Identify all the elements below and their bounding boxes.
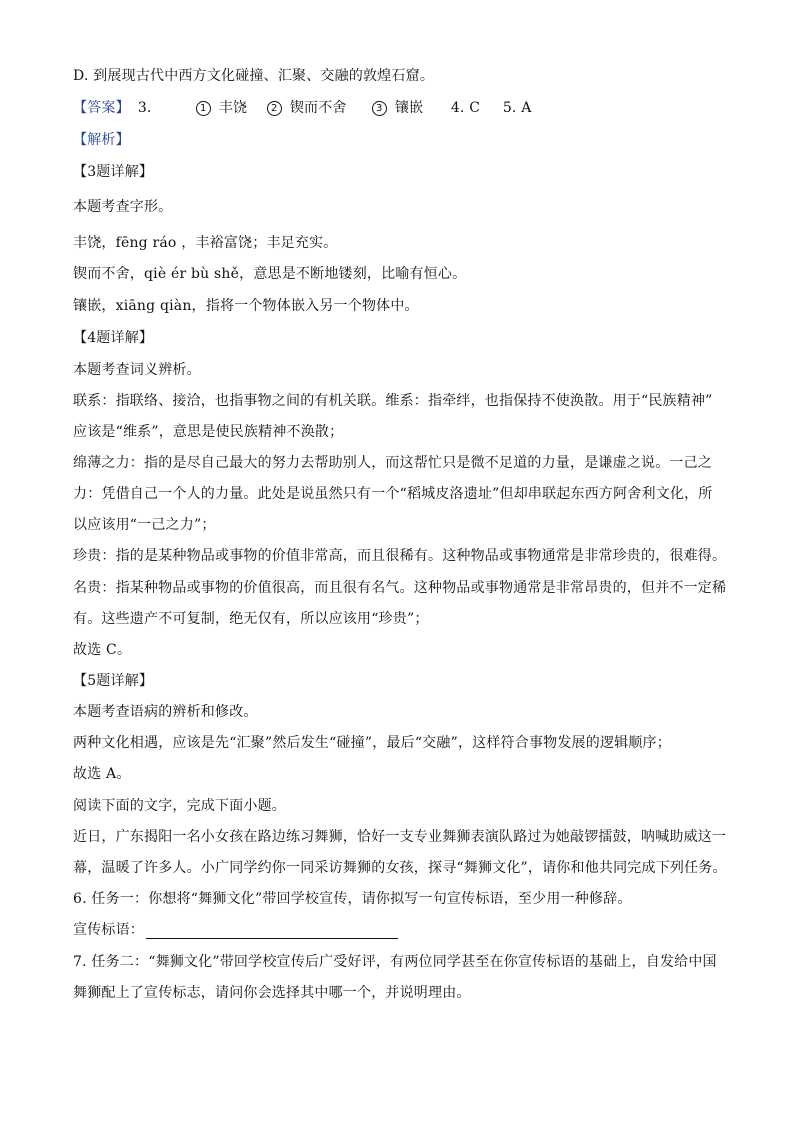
answer-a3: 镶嵌 <box>394 100 424 116</box>
reading-instruction: 阅读下面的文字，完成下面小题。 <box>73 798 286 814</box>
reading-passage-line-2: 幕，温暖了许多人。小广同学约你一同采访舞狮的女孩，探寻“舞狮文化”，请你和他共同完成下列任务。 <box>73 860 727 876</box>
reading-passage-line-1: 近日，广东揭阳一名小女孩在路边练习舞狮，恰好一支专业舞狮表演队路过为她敲锣擂鼓，呐喊助威这一 <box>73 829 727 845</box>
q4-line-8: 有。这些遗产不可复制，绝无仅有，所以应该用“珍贵”； <box>73 611 429 627</box>
q4-line-3: 绵薄之力：指的是尽自己最大的努力去帮助别人，而这帮忙只是微不足道的力量，是谦虚之说。一己之 <box>73 455 712 471</box>
q3-line-2: 锲而不舍，qiè ér bù shě，意思是不断地镂刻，比喻有恒心。 <box>73 266 467 282</box>
q4-line-4: 力：凭借自己一个人的力量。此处是说虽然只有一个“稻城皮洛遗址”但却串联起东西方阿舍利文化，所 <box>73 486 713 502</box>
q4-heading: 【4题详解】 <box>73 330 154 346</box>
answer-tag: 【答案】 <box>73 100 130 116</box>
slogan-answer-blank[interactable] <box>146 924 398 939</box>
q5-heading: 【5题详解】 <box>73 673 154 689</box>
q4-line-6: 珍贵：指的是某种物品或事物的价值非常高，而且很稀有。这种物品或事物通常是非常珍贵的，很难得。 <box>73 548 727 564</box>
task-7-line-2: 舞狮配上了宣传标志，请问你会选择其中哪一个，并说明理由。 <box>73 985 471 1001</box>
q4-line-2: 应该是“维系”，意思是使民族精神不涣散； <box>73 424 344 440</box>
circled-number-3: 3 <box>372 101 387 116</box>
answer-q5: 5. A <box>502 100 532 116</box>
analysis-tag: 【解析】 <box>73 132 130 148</box>
q4-line-1: 联系：指联络、接洽，也指事物之间的有机关联。维系：指牵绊，也指保持不使涣散。用于“民族精神” <box>73 393 713 409</box>
task-6: 6. 任务一：你想将“舞狮文化”带回学校宣传，请你拟写一句宣传标语，至少用一种修辞。 <box>73 891 632 907</box>
q4-line-9: 故选 C。 <box>73 642 132 658</box>
slogan-line <box>73 921 754 939</box>
q3-line-3: 镶嵌，xiāng qiàn，指将一个物体嵌入另一个物体中。 <box>73 298 419 314</box>
answer-a1: 丰饶 <box>218 100 248 116</box>
slogan-label: 宣传标语： <box>73 922 144 938</box>
circled-number-1: 1 <box>196 101 211 116</box>
answer-a2: 锲而不舍 <box>289 100 347 116</box>
option-d: D. 到展现古代中西方文化碰撞、汇聚、交融的敦煌石窟。 <box>73 68 435 84</box>
q3-intro: 本题考查字形。 <box>73 199 173 215</box>
q3-line-1: 丰饶，fēng ráo ，丰裕富饶；丰足充实。 <box>73 235 338 251</box>
q5-line-2: 故选 A。 <box>73 766 131 782</box>
q4-line-5: 以应该用“一己之力”； <box>73 517 216 533</box>
q4-line-7: 名贵：指某种物品或事物的价值很高，而且很有名气。这种物品或事物通常是非常昂贵的，但并不一定稀 <box>73 580 727 596</box>
answer-q4: 4. C <box>450 100 481 116</box>
answer-q3: 3. <box>137 100 152 116</box>
q3-heading: 【3题详解】 <box>73 164 154 180</box>
q4-intro: 本题考查词义辨析。 <box>73 362 201 378</box>
q5-line-1: 两种文化相遇，应该是先“汇聚”然后发生“碰撞”，最后“交融”，这样符合事物发展的逻辑顺序； <box>73 735 671 751</box>
answer-line <box>73 99 754 117</box>
task-7-line-1: 7. 任务二：“舞狮文化”带回学校宣传后广受好评，有两位同学甚至在你宣传标语的基础上，自发给中国 <box>73 954 717 970</box>
circled-number-2: 2 <box>267 101 282 116</box>
q5-intro: 本题考查语病的辨析和修改。 <box>73 704 258 720</box>
